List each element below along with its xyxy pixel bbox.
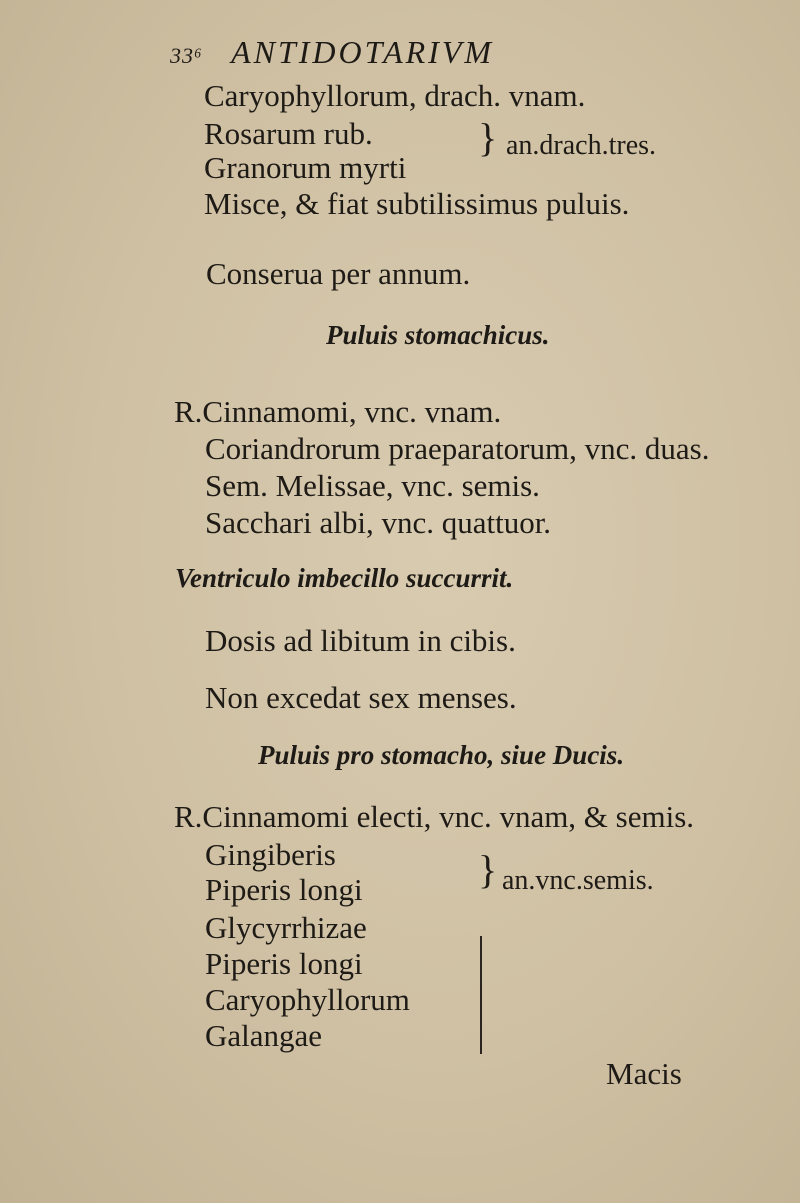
recipe1-line3: Granorum myrti — [204, 150, 407, 185]
brace-icon: } — [478, 847, 498, 892]
recipe3-line6: Caryophyllorum — [205, 982, 410, 1017]
limit2: Non excedat sex menses. — [205, 680, 517, 715]
heading3: Puluis pro stomacho, siue Ducis. — [258, 740, 625, 770]
running-header — [170, 36, 494, 68]
recipe3-line1: R.Cinnamomi electi, vnc. vnam, & semis. — [174, 799, 695, 834]
recipe1-brace-text: an.drach.tres. — [506, 130, 657, 161]
right-bracket-icon — [480, 936, 490, 1054]
recipe3-line7: Galangae — [205, 1018, 323, 1053]
recipe3-brace-text: an.vnc.semis. — [502, 865, 654, 896]
recipe2-line3: Sem. Melissae, vnc. semis. — [205, 468, 540, 503]
page-number: 33⁶ — [170, 43, 203, 68]
brace-icon: } — [478, 115, 498, 160]
recipe3-line4: Glycyrrhizae — [205, 910, 367, 945]
recipe1-line4: Misce, & fiat subtilissimus puluis. — [204, 186, 630, 221]
recipe1-line1: Caryophyllorum, drach. vnam. — [204, 78, 586, 113]
running-title: ANTIDOTARIVM — [231, 34, 495, 70]
recipe2-line4: Sacchari albi, vnc. quattuor. — [205, 505, 552, 540]
heading2: Puluis stomachicus. — [326, 320, 550, 350]
dose2: Dosis ad libitum in cibis. — [205, 623, 516, 658]
recipe2-line1: R.Cinnamomi, vnc. vnam. — [174, 394, 502, 429]
usage2: Ventriculo imbecillo succurrit. — [175, 563, 514, 593]
recipe3-line3: Piperis longi — [205, 872, 363, 907]
recipe3-line5: Piperis longi — [205, 946, 363, 981]
recipe3-line2: Gingiberis — [205, 837, 336, 872]
recipe2-line2: Coriandrorum praeparatorum, vnc. duas. — [205, 431, 710, 466]
recipe1-line2: Rosarum rub. — [204, 116, 373, 151]
note1: Conserua per annum. — [206, 256, 471, 291]
catchword: Macis — [606, 1056, 682, 1091]
